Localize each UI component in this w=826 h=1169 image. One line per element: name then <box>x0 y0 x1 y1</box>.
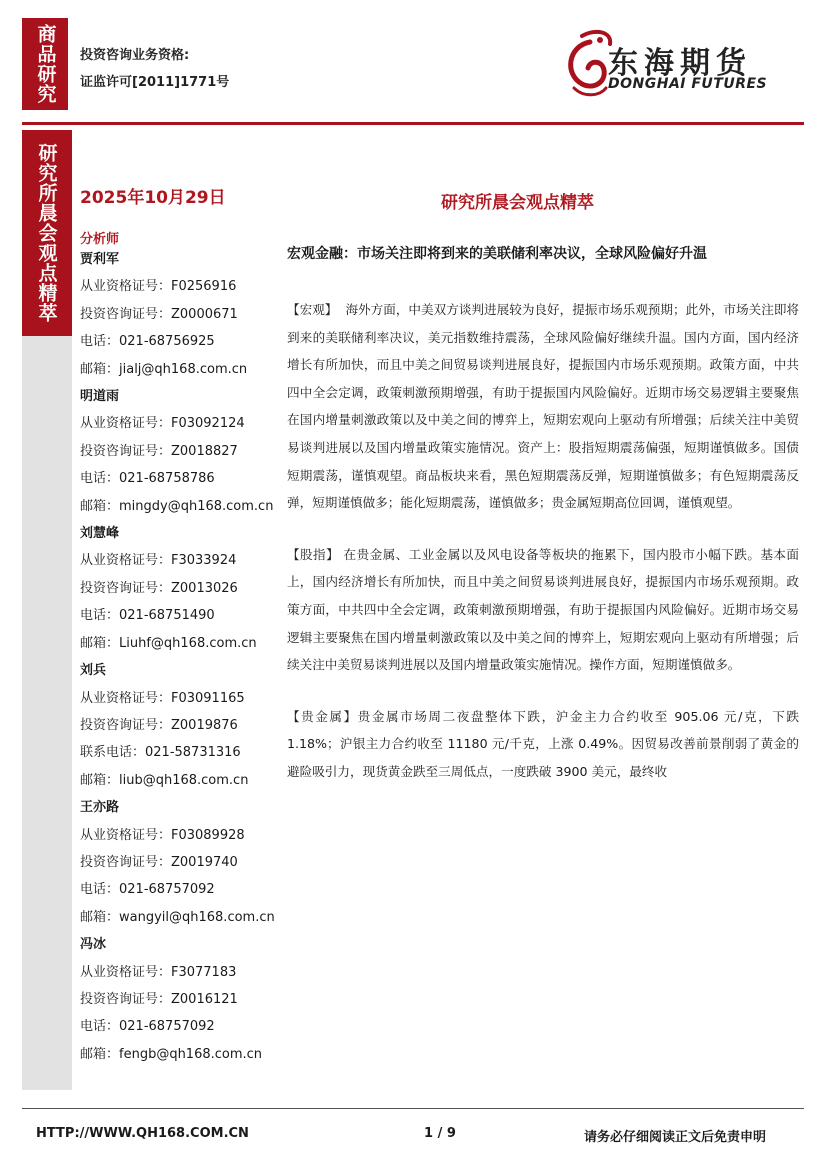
analyst-name: 贾利军 <box>80 252 120 267</box>
analyst-name: 冯冰 <box>80 937 107 953</box>
analyst-name: 刘慧峰 <box>80 526 120 542</box>
analyst-name: 刘兵 <box>80 663 107 679</box>
license-line-2: 证监许可[2011]1771号 <box>80 75 230 90</box>
analyst-detail: 从业资格证号：F03091165 <box>80 690 245 706</box>
main-content <box>287 243 799 786</box>
analyst-detail: 电话：021-68757092 <box>80 1019 215 1035</box>
analyst-detail[interactable]: 邮箱：Liuhf@qh168.com.cn <box>80 635 257 651</box>
analyst-detail: 投资咨询证号：Z0019740 <box>80 854 238 870</box>
analyst-detail: 从业资格证号：F3033924 <box>80 553 237 569</box>
analyst-detail: 从业资格证号：F03089928 <box>80 827 245 843</box>
analyst-detail: 投资咨询证号：Z0018827 <box>80 443 238 459</box>
header-rule <box>22 122 804 125</box>
analyst-detail: 电话：021-68757092 <box>80 882 215 898</box>
footer-disclaimer: 请务必仔细阅读正文后免责申明 <box>584 1130 767 1145</box>
analyst-detail: 电话：021-68758786 <box>80 471 215 487</box>
metal-tag: 【贵金属】 <box>287 708 358 724</box>
analyst-detail: 投资咨询证号：Z0013026 <box>80 580 238 596</box>
analyst-detail: 投资咨询证号：Z0000671 <box>80 306 238 322</box>
stock-tag: 【股指】 <box>287 546 340 562</box>
analyst-detail: 投资咨询证号：Z0016121 <box>80 991 238 1007</box>
analyst-detail: 从业资格证号：F0256916 <box>80 279 237 295</box>
analyst-detail[interactable]: 邮箱：fengb@qh168.com.cn <box>80 1046 263 1062</box>
stock-paragraph <box>287 541 799 679</box>
category-tag: 商品研究 <box>22 18 68 110</box>
page-number: 1 / 9 <box>424 1126 456 1141</box>
report-date: 2025年10月29日 <box>80 188 226 208</box>
analyst-detail: 从业资格证号：F03092124 <box>80 416 245 432</box>
macro-heading: 宏观金融：市场关注即将到来的美联储利率决议，全球风险偏好升温 <box>287 246 707 262</box>
analyst-detail: 联系电话：021-58731316 <box>80 745 241 761</box>
analyst-list <box>80 246 290 1068</box>
logo-cn-text: 东海期货 <box>608 46 752 81</box>
analysts-label: 分析师 <box>80 232 120 247</box>
logo-en-text: DONGHAI FUTURES <box>608 76 768 92</box>
macro-paragraph <box>287 296 799 517</box>
analyst-detail[interactable]: 邮箱：wangyil@qh168.com.cn <box>80 909 275 925</box>
sidebar-tag: 研究所晨会观点精萃 <box>22 130 72 336</box>
analyst-detail[interactable]: 邮箱：mingdy@qh168.com.cn <box>80 498 274 514</box>
metal-text: 贵金属市场周二夜盘整体下跌，沪金主力合约收至 905.06 元/克，下跌 1.18%；沪银主力合约收至 11180 元/千克，上涨 0.49%。因贸易改善前景削弱了黄金的避险吸引力，现货黄金跌至三周低点，一度跌破 3900 美元，最终收 <box>287 708 799 779</box>
report-title: 研究所晨会观点精萃 <box>441 193 594 213</box>
license-info <box>80 42 229 96</box>
footer-url[interactable]: HTTP://WWW.QH168.COM.CN <box>36 1126 249 1141</box>
analyst-detail[interactable]: 邮箱：liub@qh168.com.cn <box>80 772 249 788</box>
macro-tag: 【宏观】 <box>287 302 338 317</box>
macro-text: 海外方面，中美双方谈判进展较为良好，提振市场乐观预期；此外，市场关注即将到来的美联储利率决议，美元指数维持震荡，全球风险偏好继续升温。国内方面，国内经济增长有所加快，而且中美之间贸易谈判进展良好，提振国内市场乐观预期。政策方面，中共四中全会定调，政策刺激预期增强，有助于提振国内风险偏好。近期市场交易逻辑主要聚焦在国内增量刺激政策以及中美之间的博弈上，短期宏观向上驱动有所增强；后续关注中美贸易谈判进展以及国内增量政策实施情况。资产上：股指短期震荡偏强，短期谨慎做多。国债短期震荡，谨慎观望。商品板块来看，黑色短期震荡反弹，短期谨慎做多；有色短期震荡反弹，短期谨慎做多；能化短期震荡，谨慎做多；贵金属短期高位回调，谨慎观望。 <box>287 302 800 511</box>
analyst-name: 王亦路 <box>80 800 120 816</box>
analyst-detail: 投资咨询证号：Z0019876 <box>80 717 238 733</box>
analyst-detail[interactable]: 邮箱：jialj@qh168.com.cn <box>80 361 248 377</box>
analyst-detail: 从业资格证号：F3077183 <box>80 964 237 980</box>
analyst-name: 明道雨 <box>80 389 120 405</box>
metal-paragraph <box>287 703 799 786</box>
analyst-detail: 电话：021-68751490 <box>80 608 215 624</box>
footer-rule <box>22 1108 804 1109</box>
license-line-1: 投资咨询业务资格: <box>80 48 190 63</box>
analyst-detail: 电话：021-68756925 <box>80 334 215 350</box>
stock-text: 在贵金属、工业金属以及风电设备等板块的拖累下，国内股市小幅下跌。基本面上，国内经济增长有所加快，而且中美之间贸易谈判进展良好，提振国内市场乐观预期。政策方面，中共四中全会定调，政策刺激预期增强，有助于提振国内风险偏好。近期市场交易逻辑主要聚焦在国内增量刺激政策以及中美之间的博弈上，短期宏观向上驱动有所增强；后续关注中美贸易谈判进展以及国内增量政策实施情况。操作方面，短期谨慎做多。 <box>287 546 799 673</box>
